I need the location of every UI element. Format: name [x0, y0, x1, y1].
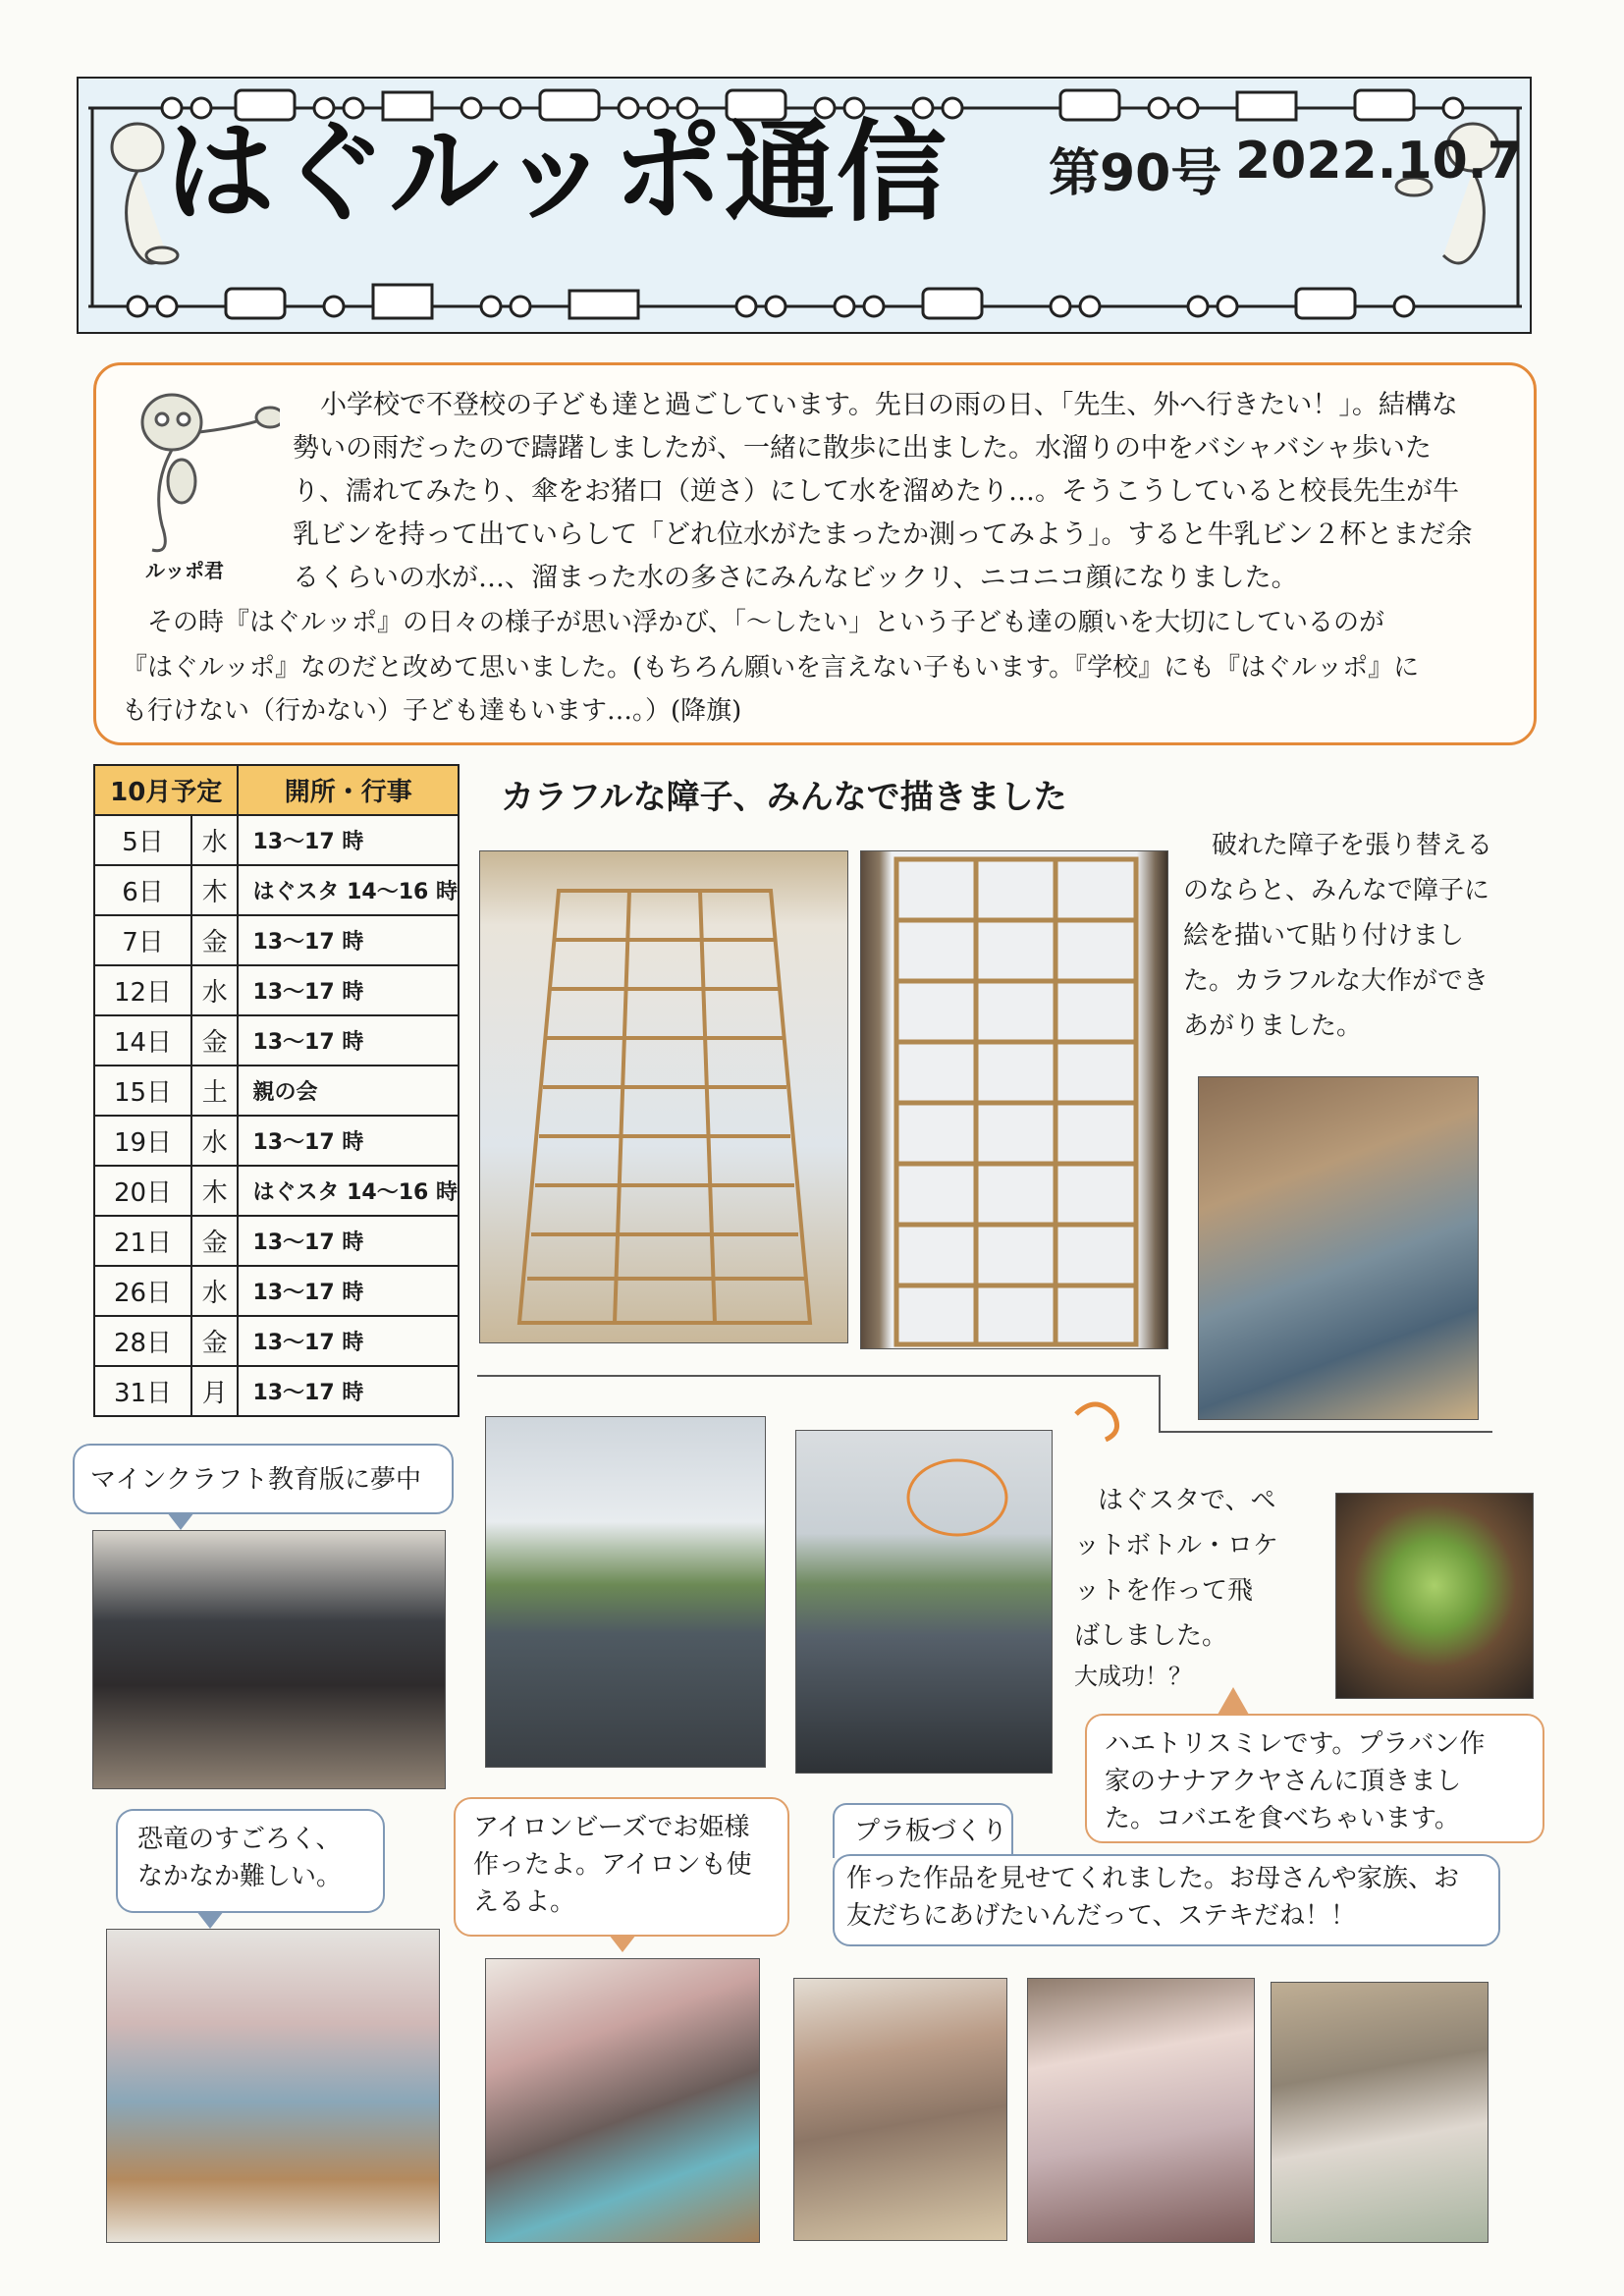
- intro-line: 『はぐルッポ』なのだと改めて思いました。(もちろん願いを言えない子もいます。『学校』にも『はぐルッポ』に: [122, 653, 1420, 683]
- intro-line: 小学校で不登校の子ども達と過ごしています。先日の雨の日、「先生、外へ行きたい！」。結構な: [320, 390, 1458, 420]
- schedule-event: 13～17 時: [238, 815, 459, 865]
- schedule-event: 13～17 時: [238, 1116, 459, 1166]
- bubble-tail: [167, 1512, 194, 1530]
- dino-text-line: なかなか難しい。: [137, 1862, 343, 1891]
- shoji-text-line: た。カラフルな大作ができ: [1183, 966, 1489, 996]
- rocket-pump-photo: [485, 1416, 766, 1768]
- schedule-day: 28日: [94, 1316, 191, 1366]
- shoji-section-title: カラフルな障子、みんなで描きました: [501, 778, 1067, 817]
- schedule-event: 親の会: [238, 1066, 459, 1116]
- schedule-row: [94, 865, 459, 915]
- schedule-event: 13～17 時: [238, 915, 459, 965]
- schedule-day: 12日: [94, 965, 191, 1015]
- intro-line: 乳ビンを持って出ていらして「どれ位水がたまったか測ってみよう」。すると牛乳ビン２杯とまだ余: [293, 519, 1473, 550]
- plant-text-line: 家のナナアクヤさんに頂きまし: [1105, 1767, 1462, 1796]
- schedule-event: 13～17 時: [238, 1316, 459, 1366]
- schedule-day: 7日: [94, 915, 191, 965]
- butterwort-plant-photo: [1335, 1493, 1534, 1699]
- header-month: 10月予定: [94, 765, 238, 815]
- dinosaur-sugoroku-photo: [106, 1929, 440, 2243]
- schedule-event: 13～17 時: [238, 1366, 459, 1416]
- shoji-text-line: 破れた障子を張り替える: [1212, 831, 1493, 860]
- schedule-weekday: 水: [191, 1266, 238, 1316]
- intro-line: り、濡れてみたり、傘をお猪口（逆さ）にして水を溜めたり…。そうこうしていると校長先生が牛: [293, 476, 1459, 507]
- schedule-weekday: 月: [191, 1366, 238, 1416]
- issue-date: 2022.10.7: [1235, 132, 1523, 191]
- schedule-row: [94, 1266, 459, 1316]
- intro-line: 勢いの雨だったので躊躇しましたが、一緒に散歩に出ました。水溜りの中をバシャバシャ歩いた: [293, 433, 1432, 464]
- schedule-weekday: 水: [191, 815, 238, 865]
- schedule-row: [94, 1116, 459, 1166]
- plaban-caption-bubble: [833, 1854, 1500, 1946]
- beads-text-line: アイロンビーズでお姫様: [473, 1813, 750, 1842]
- children-pasting-shoji-photo: [1198, 1076, 1479, 1420]
- schedule-row: [94, 815, 459, 865]
- schedule-row: [94, 1066, 459, 1116]
- beads-text-line: 作ったよ。アイロンも使: [473, 1850, 752, 1880]
- shoji-grid-graphic: [480, 851, 848, 1343]
- minecraft-caption: マインクラフト教育版に夢中: [90, 1465, 421, 1495]
- schedule-weekday: 水: [191, 1116, 238, 1166]
- shoji-photo-standing: [860, 850, 1168, 1349]
- bubble-tail: [1218, 1687, 1249, 1715]
- plaban-photo-3: [1271, 1982, 1489, 2243]
- plaban-text-line: 友だちにあげたいんだって、ステキだね！！: [846, 1901, 1356, 1931]
- shoji-text-line: あがりました。: [1183, 1011, 1363, 1041]
- section-divider: [1159, 1375, 1161, 1432]
- schedule-row: [94, 965, 459, 1015]
- beads-caption-bubble: [454, 1797, 789, 1937]
- plaban-label: プラ板づくり: [854, 1817, 1008, 1846]
- shoji-text-line: 絵を描いて貼り付けまし: [1183, 921, 1465, 951]
- schedule-day: 20日: [94, 1166, 191, 1216]
- schedule-event: はぐスタ 14～16 時: [238, 865, 459, 915]
- dino-caption-bubble: [116, 1809, 385, 1913]
- iron-beads-photo: [485, 1958, 760, 2243]
- mascot-label: ルッポ君: [145, 559, 224, 582]
- dino-text-line: 恐竜のすごろく、: [137, 1825, 342, 1854]
- bubble-tail: [196, 1911, 224, 1929]
- intro-line: も行けない（行かない）子ども達もいます…。）(降旗): [122, 696, 742, 726]
- schedule-weekday: 金: [191, 915, 238, 965]
- schedule-day: 5日: [94, 815, 191, 865]
- schedule-weekday: 金: [191, 1015, 238, 1066]
- schedule-day: 31日: [94, 1366, 191, 1416]
- plaban-text-line: 作った作品を見せてくれました。お母さんや家族、お: [846, 1864, 1460, 1893]
- shoji-grid-graphic: [861, 851, 1168, 1349]
- rocket-text-line: ットを作って飛: [1074, 1576, 1254, 1606]
- plant-caption-bubble: [1085, 1714, 1544, 1843]
- intro-line: るくらいの水が…、溜まった水の多さにみんなビックリ、ニコニコ顔になりました。: [293, 563, 1298, 593]
- schedule-row: [94, 1166, 459, 1216]
- schedule-row: [94, 1015, 459, 1066]
- rocket-highlight-circle: [903, 1453, 1011, 1542]
- issue-number: 第90号: [1049, 144, 1222, 203]
- schedule-day: 26日: [94, 1266, 191, 1316]
- schedule-event: 13～17 時: [238, 1266, 459, 1316]
- schedule-weekday: 木: [191, 1166, 238, 1216]
- table-header-row: [94, 765, 459, 815]
- schedule-day: 21日: [94, 1216, 191, 1266]
- schedule-day: 6日: [94, 865, 191, 915]
- shoji-photo-floor: [479, 850, 848, 1343]
- schedule-event: 13～17 時: [238, 965, 459, 1015]
- plaban-photo-2: [1027, 1978, 1255, 2243]
- schedule-day: 19日: [94, 1116, 191, 1166]
- schedule-weekday: 水: [191, 965, 238, 1015]
- rocket-text-line: はぐスタで、ペ: [1098, 1486, 1276, 1515]
- schedule-row: [94, 915, 459, 965]
- october-schedule-table: [93, 764, 460, 1417]
- schedule-weekday: 金: [191, 1316, 238, 1366]
- schedule-day: 15日: [94, 1066, 191, 1116]
- header-event: 開所・行事: [238, 765, 459, 815]
- beads-text-line: えるよ。: [473, 1887, 576, 1917]
- bubble-tail: [609, 1935, 636, 1952]
- plaban-label-tab: [833, 1803, 1013, 1858]
- plaban-photo-1: [793, 1978, 1007, 2241]
- orange-swirl-icon: [1066, 1394, 1125, 1444]
- mascot-illustration: [113, 378, 280, 574]
- schedule-weekday: 木: [191, 865, 238, 915]
- schedule-weekday: 土: [191, 1066, 238, 1116]
- plant-text-line: ハエトリスミレです。プラバン作: [1105, 1729, 1486, 1759]
- section-divider: [477, 1375, 1159, 1377]
- schedule-day: 14日: [94, 1015, 191, 1066]
- newsletter-title: はぐルッポ通信: [165, 109, 948, 237]
- plant-text-line: た。コバエを食べちゃいます。: [1105, 1804, 1460, 1833]
- schedule-weekday: 金: [191, 1216, 238, 1266]
- intro-line: その時『はぐルッポ』の日々の様子が思い浮かび、「～したい」という子ども達の願いを大切にしているのが: [147, 608, 1384, 637]
- schedule-row: [94, 1366, 459, 1416]
- minecraft-photo: [92, 1530, 446, 1789]
- minecraft-caption-bubble: [73, 1444, 454, 1514]
- schedule-row: [94, 1316, 459, 1366]
- schedule-row: [94, 1216, 459, 1266]
- rocket-text-line: 大成功！？: [1074, 1663, 1192, 1690]
- schedule-event: はぐスタ 14～16 時: [238, 1166, 459, 1216]
- section-divider: [1159, 1431, 1492, 1433]
- shoji-text-line: のならと、みんなで障子に: [1183, 876, 1490, 905]
- rocket-text-line: ばしました。: [1074, 1621, 1228, 1651]
- rocket-text-line: ットボトル・ロケ: [1074, 1531, 1279, 1560]
- schedule-event: 13～17 時: [238, 1015, 459, 1066]
- schedule-event: 13～17 時: [238, 1216, 459, 1266]
